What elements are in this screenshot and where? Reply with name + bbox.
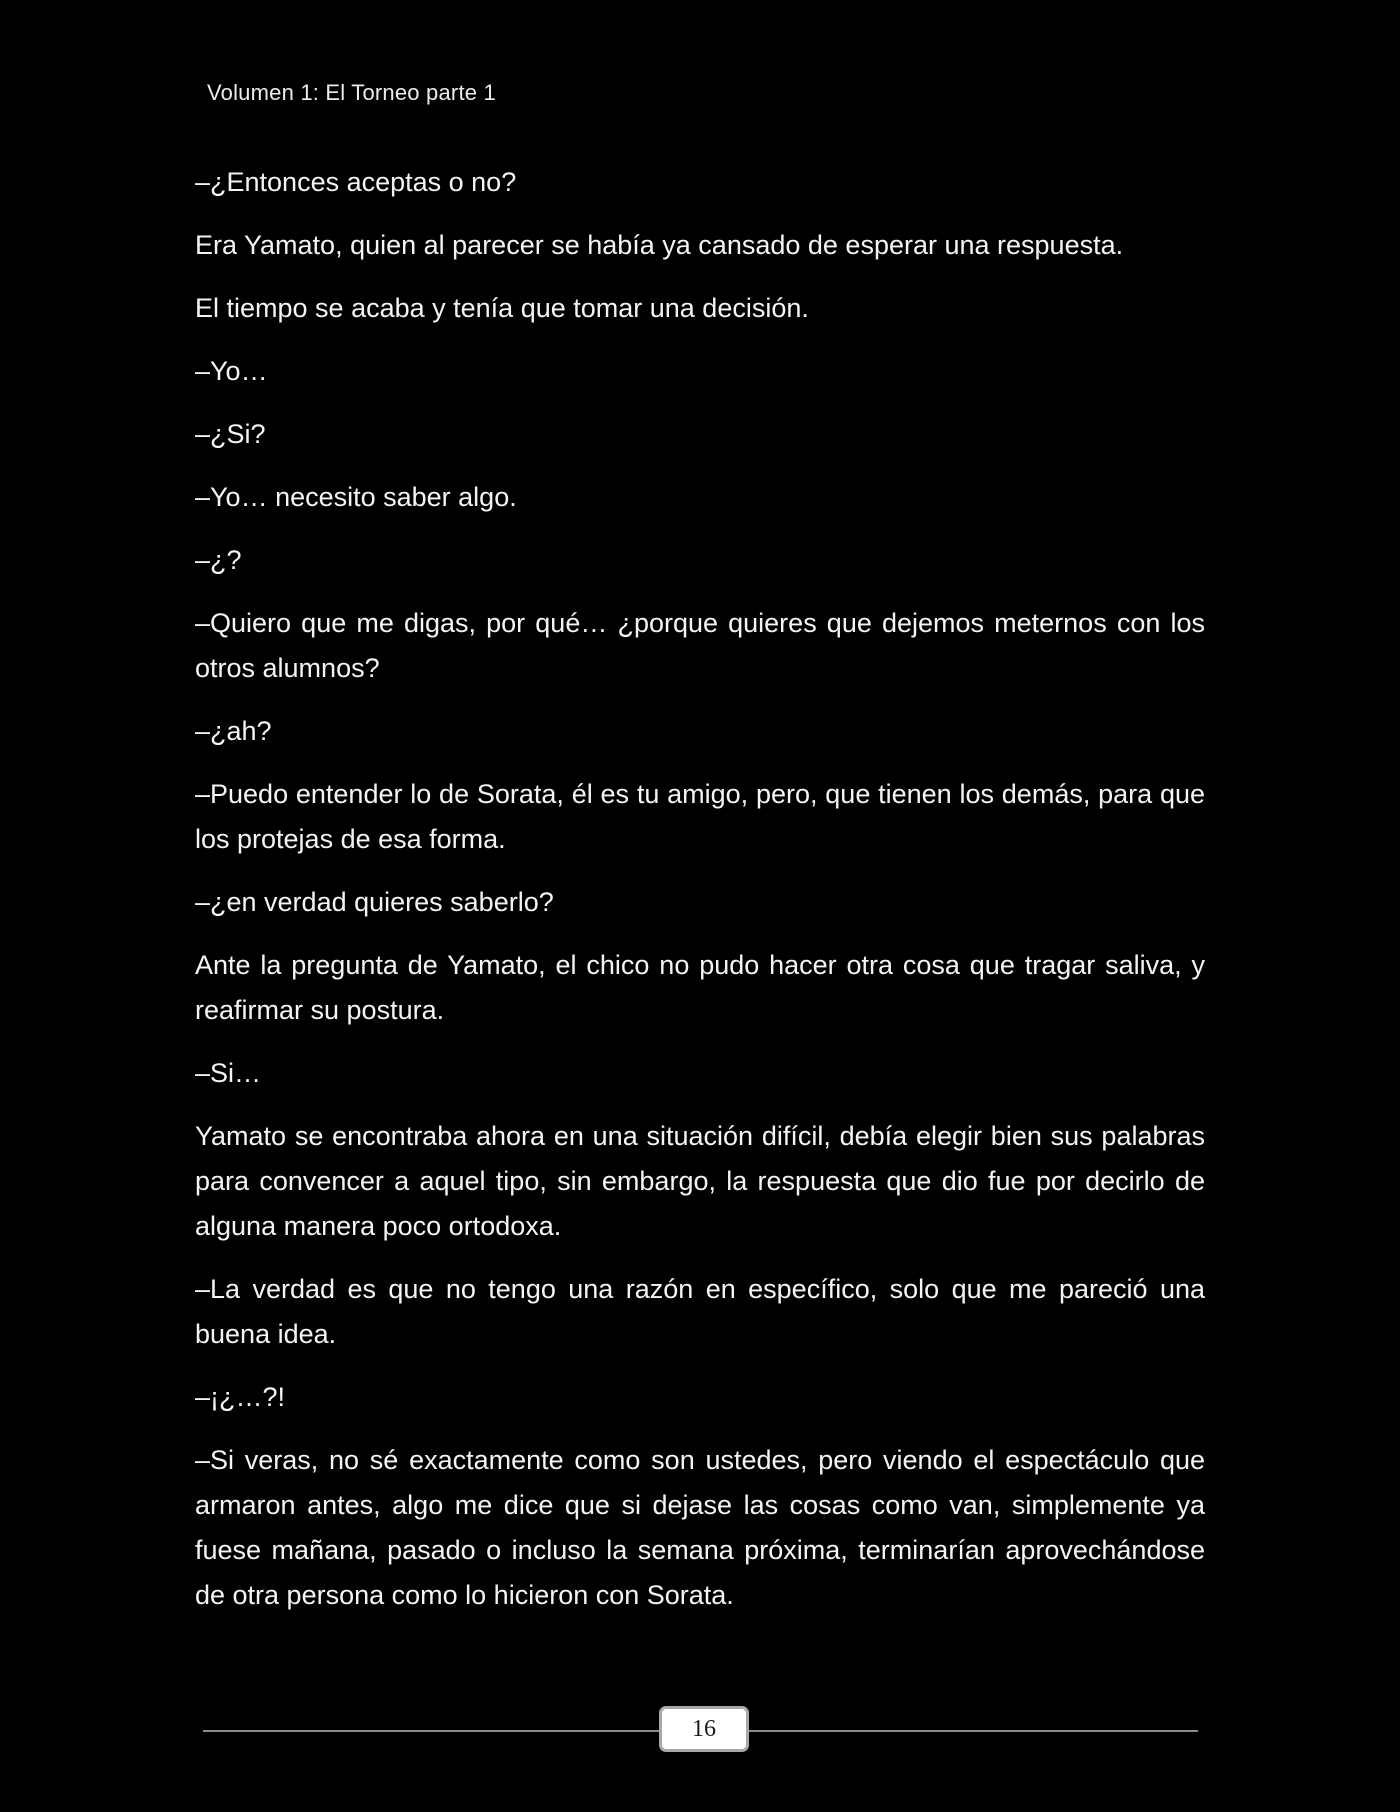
body-text xyxy=(195,160,1205,1636)
paragraph: Yamato se encontraba ahora en una situación difícil, debía elegir bien sus palabras para convencer a aquel tipo, sin embargo, la respuesta que dio fue por decirlo de alguna manera poco ortodoxa. xyxy=(195,1121,1205,1241)
paragraph: –¿ah? xyxy=(195,716,272,746)
paragraph: –Yo… necesito saber algo. xyxy=(195,482,517,512)
paragraph: El tiempo se acaba y tenía que tomar una decisión. xyxy=(195,293,809,323)
paragraph: –¿Si? xyxy=(195,419,266,449)
paragraph: –Quiero que me digas, por qué… ¿porque quieres que dejemos meternos con los otros alumnos? xyxy=(195,608,1205,683)
paragraph: –Si… xyxy=(195,1058,262,1088)
paragraph: –¿Entonces aceptas o no? xyxy=(195,167,517,197)
page-footer xyxy=(203,1706,1198,1756)
running-header: Volumen 1: El Torneo parte 1 xyxy=(207,80,496,105)
paragraph: –¡¿…?! xyxy=(195,1382,286,1412)
paragraph: –¿en verdad quieres saberlo? xyxy=(195,887,554,917)
paragraph: Ante la pregunta de Yamato, el chico no pudo hacer otra cosa que tragar saliva, y reafirmar su postura. xyxy=(195,950,1205,1025)
page-number: 16 xyxy=(659,1706,749,1752)
paragraph: –Si veras, no sé exactamente como son ustedes, pero viendo el espectáculo que armaron antes, algo me dice que si dejase las cosas como van, simplemente ya fuese mañana, pasado o incluso la semana próxima, terminarían aprovechándose de otra persona como lo hicieron con Sorata. xyxy=(195,1445,1205,1610)
paragraph: –Yo… xyxy=(195,356,268,386)
paragraph: Era Yamato, quien al parecer se había ya cansado de esperar una respuesta. xyxy=(195,230,1124,260)
paragraph: –La verdad es que no tengo una razón en específico, solo que me pareció una buena idea. xyxy=(195,1274,1205,1349)
paragraph: –¿? xyxy=(195,545,242,575)
paragraph: –Puedo entender lo de Sorata, él es tu amigo, pero, que tienen los demás, para que los protejas de esa forma. xyxy=(195,779,1205,854)
